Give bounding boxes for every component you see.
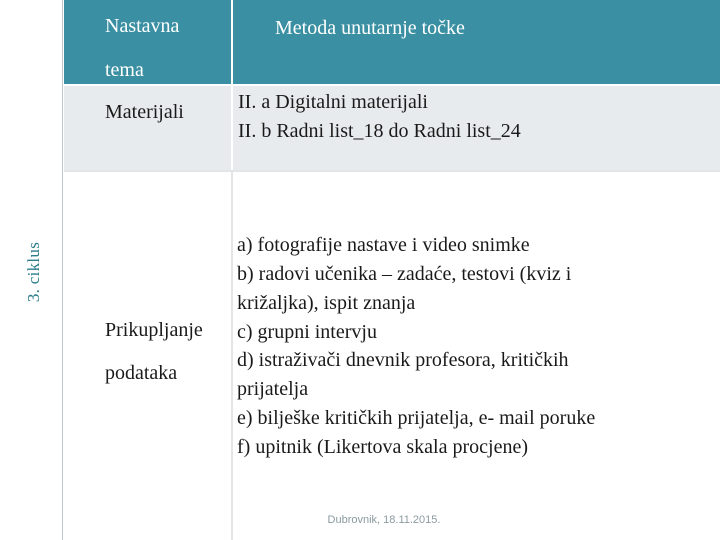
data-collection-label-cell xyxy=(64,172,231,540)
header-method-title: Metoda unutarnje točke xyxy=(275,17,465,39)
data-collection-label-line1: Prikupljanje xyxy=(105,319,203,341)
data-collection-line-1: a) fotografije nastave i video snimke xyxy=(237,234,530,256)
footer-text xyxy=(0,514,720,526)
data-collection-line-8: f) upitnik (Likertova skala procjene) xyxy=(237,436,528,458)
cycle-label: 3. ciklus xyxy=(24,241,43,303)
footer-date-location: Dubrovnik, 18.11.2015. xyxy=(327,514,441,526)
data-collection-line-6: prijatelja xyxy=(237,378,309,400)
materials-line-1: II. a Digitalni materijali xyxy=(238,91,428,113)
left-divider xyxy=(62,0,63,540)
column-divider xyxy=(231,172,233,540)
data-collection-line-3: križaljka), ispit znanja xyxy=(237,292,416,314)
data-collection-line-5: d) istraživači dnevnik profesora, kritičkih xyxy=(237,349,569,371)
header-topic-line1: Nastavna xyxy=(105,15,180,37)
materials-line-2: II. b Radni list_18 do Radni list_24 xyxy=(238,120,521,142)
data-collection-line-2: b) radovi učenika – zadaće, testovi (kviz i xyxy=(237,263,572,285)
data-collection-label-line2: podataka xyxy=(105,362,178,384)
materials-label: Materijali xyxy=(105,101,184,123)
data-collection-line-7: e) bilješke kritičkih prijatelja, e- mail poruke xyxy=(237,407,596,429)
header-topic-line2: tema xyxy=(105,59,144,81)
data-collection-line-4: c) grupni intervju xyxy=(237,321,377,343)
